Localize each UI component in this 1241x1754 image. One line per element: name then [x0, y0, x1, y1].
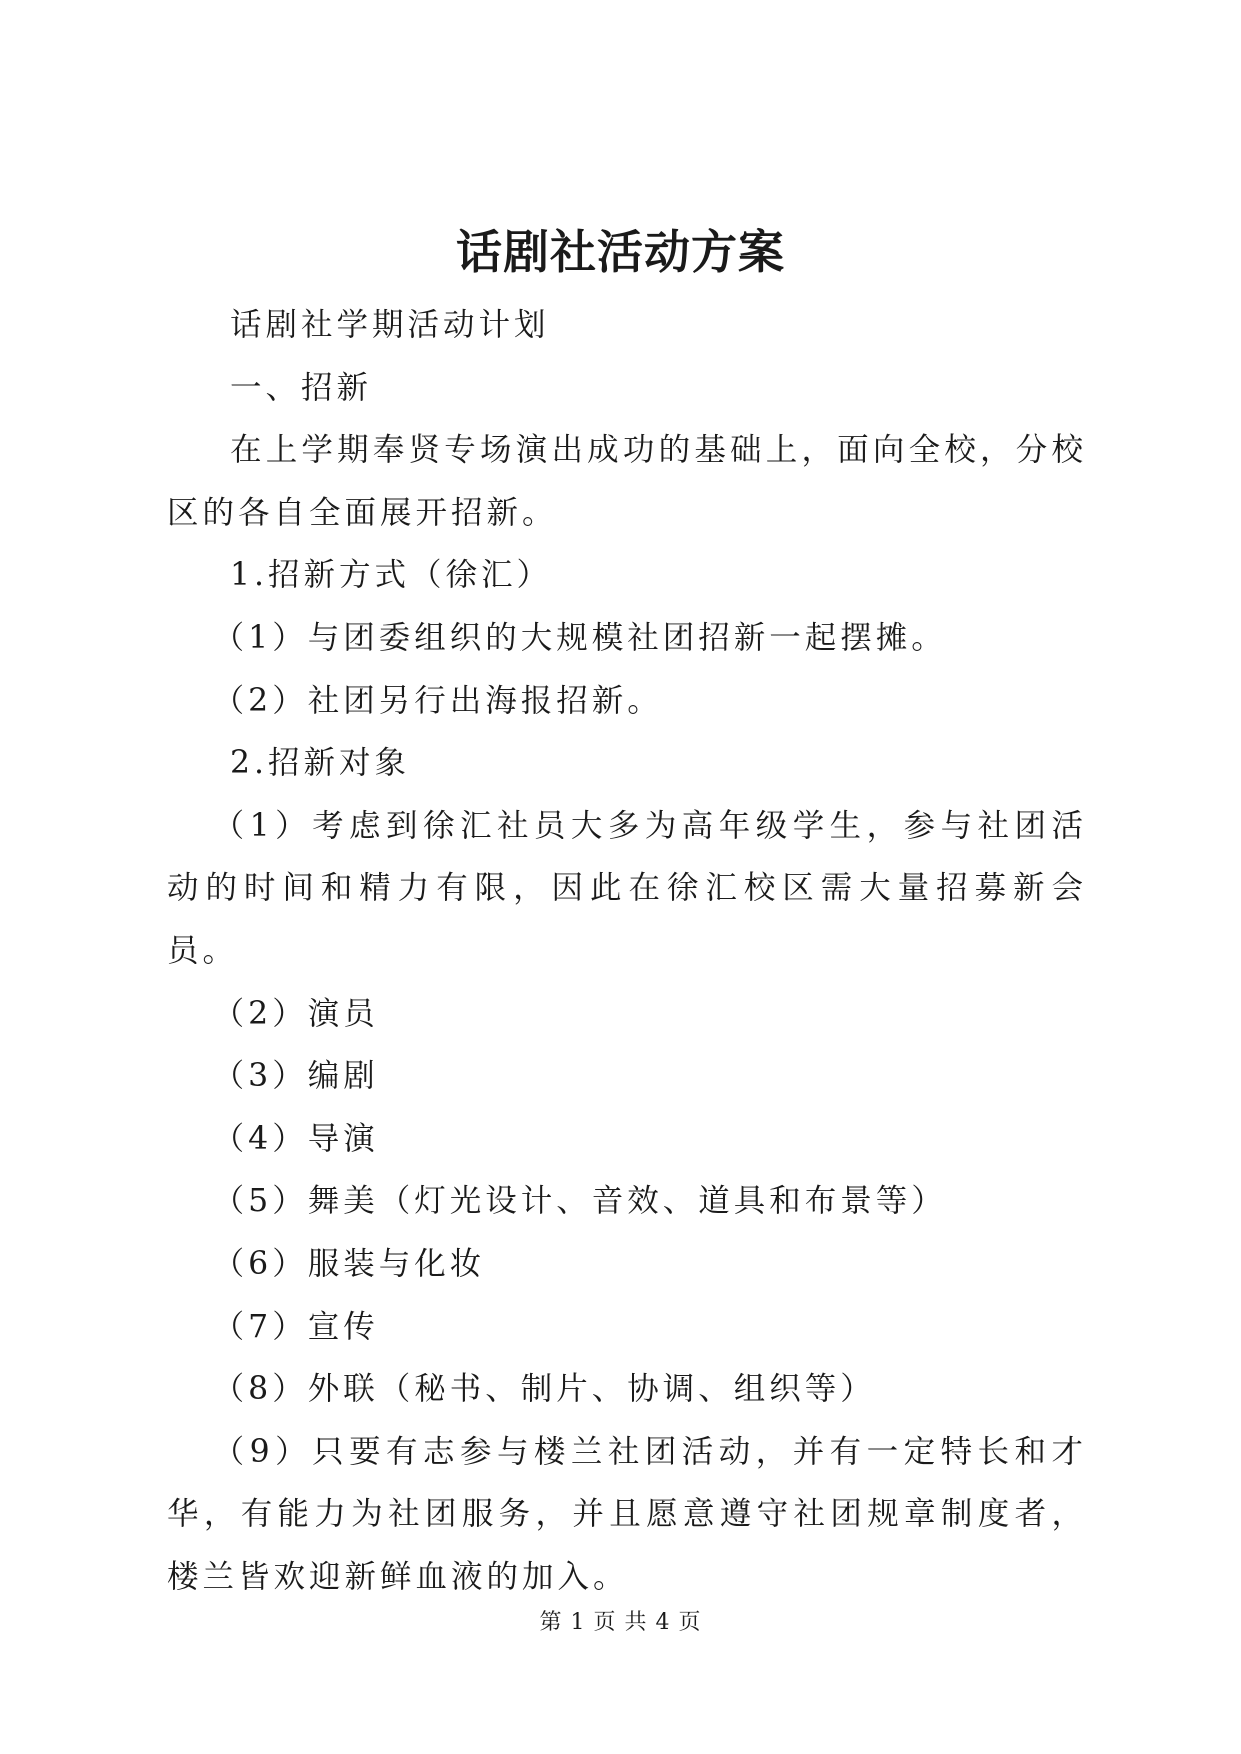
list-item-method-2: （2）社团另行出海报招新。 [212, 682, 663, 719]
subheading-recruitment-target: 2.招新对象 [230, 745, 411, 782]
list-item-target-5: （5）舞美（灯光设计、音效、道具和布景等） [212, 1183, 947, 1220]
paragraph-intro: 在上学期奉贤专场演出成功的基础上，面向全校，分校区的各自全面展开招新。 [167, 432, 1087, 531]
list-item-target-2: （2）演员 [212, 995, 379, 1032]
list-item-target-3: （3）编剧 [212, 1058, 379, 1095]
list-item-method-1: （1）与团委组织的大规模社团招新一起摆摊。 [212, 619, 947, 656]
document-title: 话剧社活动方案 [456, 225, 785, 279]
page-footer: 第 1 页 共 4 页 [539, 1610, 702, 1635]
section-heading-recruitment: 一、招新 [230, 369, 373, 406]
document-body [167, 294, 1087, 1608]
list-item-target-1: （1）考虑到徐汇社员大多为高年级学生，参与社团活动的时间和精力有限，因此在徐汇校区需大量招募新会员。 [167, 807, 1087, 969]
list-item-target-9: （9）只要有志参与楼兰社团活动，并有一定特长和才华，有能力为社团服务，并且愿意遵守社团规章制度者，楼兰皆欢迎新鲜血液的加入。 [167, 1433, 1087, 1595]
subheading-recruitment-method: 1.招新方式（徐汇） [230, 557, 553, 594]
paragraph-plan-heading: 话剧社学期活动计划 [230, 307, 550, 343]
list-item-target-4: （4）导演 [212, 1120, 379, 1157]
list-item-target-6: （6）服装与化妆 [212, 1245, 486, 1282]
list-item-target-8: （8）外联（秘书、制片、协调、组织等） [212, 1371, 876, 1408]
list-item-target-7: （7）宣传 [212, 1308, 379, 1345]
